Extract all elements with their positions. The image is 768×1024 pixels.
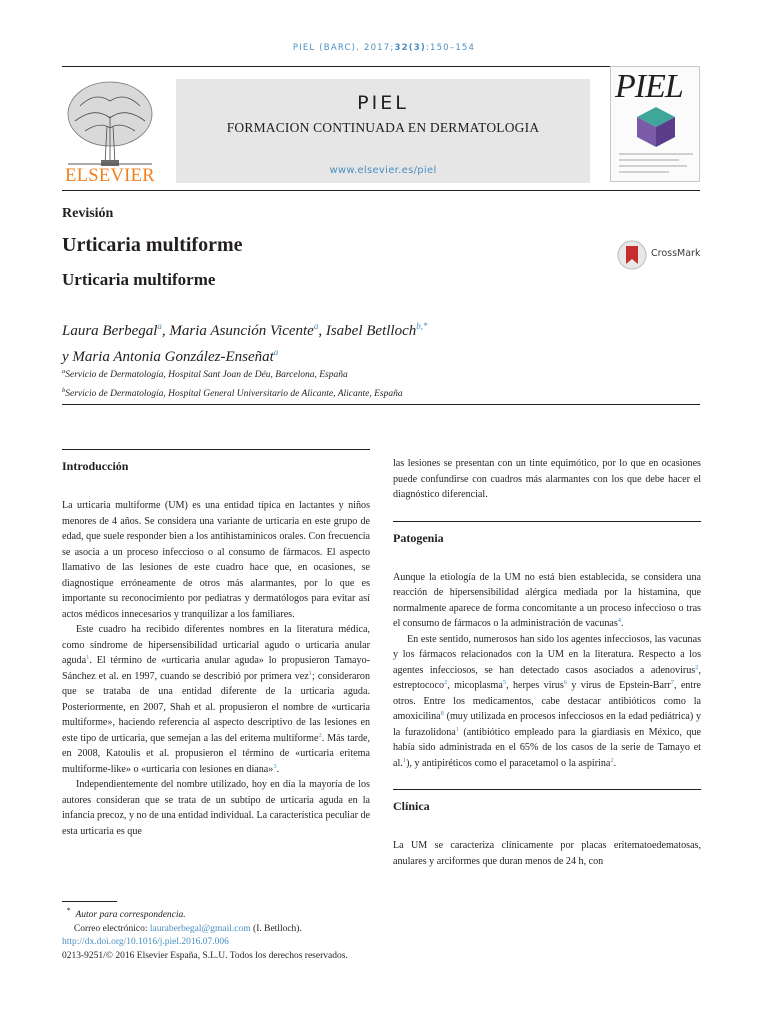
paragraph [393,570,701,632]
footnote-rule [62,901,117,902]
text-run: (antibiótico empleado para la giardiasis en México, que había sido administrada en el 65% de los casos de la serie de Tamayo et al. [393,726,701,769]
author-affil-ref[interactable]: a [273,347,279,357]
affiliation-text: Servicio de Dermatología, Hospital Sant Joan de Déu, Barcelona, España [65,370,348,381]
journal-title: PIEL [357,92,409,114]
elsevier-wordmark: ELSEVIER [65,166,155,186]
affiliation-item [62,364,403,383]
author-separator: , [318,323,326,339]
citation-ref[interactable]: 1 [402,756,407,764]
text-run: ; consideraron que se trataba de una entidad diferente de la urticaria aguda. Posteriormente, en 2007, Shah et al. propusieron el nombre de «urticaria multiforme», haciendo referencia al aspecto descriptivo de las lesiones en este tipo de urticaria, que semejan a las del eritema multiforme [62,670,370,744]
author-name: Maria Asunción Vicente [169,323,314,339]
author-list [62,316,702,368]
text-run: Aunque la etiología de la UM no está bien establecida, se considera una reacción de hipersensibilidad alérgica mediada por la histamina, que normalmente aparece de forma concomitante a un proceso infeccioso o tras el consumo de fármacos o la administración de vacunas [393,571,701,629]
affiliation-item [62,383,403,402]
text-run: , entre otros. Entre los medicamentos, cabe destacar antibióticos como la amoxicilina [393,680,701,722]
footnotes [62,904,348,963]
paragraph: La urticaria multiforme (UM) es una entidad típica en lactantes y niños menores de 4 años. Se considera una variante de urticaria en este grupo de edad, que suele responder bien a los antihistamínicos orales. Con frecuencia se asocia a un proceso infeccioso o al consumo de fármacos. El aspecto llamativo de las lesiones de este cuadro hace que, en ocasiones, se diagnostique erróneamente de otros más alarmantes, por lo que es importante su reconocimiento por pediatras y dermatólogos para evitar así actos médicos innecesarios y tranquilizar a los familiares. [62,500,370,620]
doi-link[interactable]: http://dx.doi.org/10.1016/j.piel.2016.07.006 [62,937,229,948]
journal-volume: 32(3) [394,43,426,53]
text-run: Este cuadro ha recibido diferentes nombres en la literatura médica, como síndrome de hipersensibilidad urticarial agudo o urticaria anular aguda [62,624,370,666]
text-run: . Más tarde, en 2008, Katoulis et al. propusieron el término de «urticaria eritema multiforme-like» o «urticaria con lesiones en diana» [62,732,370,775]
citation-ref[interactable]: 5 [502,679,507,686]
citation-ref[interactable]: 2 [318,731,322,739]
author-name: y Maria Antonia González-Enseñat [62,349,274,365]
correspondence-marker: * [66,906,71,915]
journal-banner [176,79,590,183]
author-affil-ref[interactable]: a [157,321,162,331]
citation-ref[interactable]: 6 [563,679,568,686]
citation-ref[interactable]: 3 [273,762,277,770]
journal-citation [0,43,768,53]
section-heading-clinica: Clínica [393,799,430,813]
article-subtitle: Urticaria multiforme [62,270,216,289]
text-run: (muy utilizada en procesos infecciosos en la edad pediátrica) y la furazolidona [393,711,701,738]
journal-subtitle: FORMACION CONTINUADA EN DERMATOLOGIA [226,120,540,135]
right-column [393,456,701,869]
affiliation-marker: a [62,368,66,375]
citation-ref[interactable]: 2 [444,679,448,686]
affiliation-text: Servicio de Dermatología, Hospital General Universitario de Alicante, Alicante, España [65,389,403,400]
section-heading-patogenia: Patogenia [393,530,444,545]
cover-title: PIEL [615,68,683,105]
email-label: Correo electrónico: [73,923,150,934]
correspondence-note [62,904,348,923]
text-run: En este sentido, numerosos han sido los agentes infecciosos, las vacunas y los fármacos relacionados con la UM en la literatura. Respecto a los agentes infecciosos, se han detectado casos asociados a adenovirus [393,633,701,676]
crossmark-label[interactable]: CrossMark [651,248,701,259]
text-run: . [613,757,617,769]
text-run: y virus de Epstein-Barr [567,680,671,691]
journal-url-link[interactable]: www.elsevier.es/piel [329,165,437,176]
paragraph [62,622,370,777]
citation-ref[interactable]: 7 [670,679,674,686]
text-run: , estreptococo [393,664,701,691]
author-name: Laura Berbegal [62,323,158,339]
article-section-type: Revisión [62,206,114,221]
affiliation-rule [62,404,700,405]
affiliation-list [62,364,403,402]
email-suffix: (I. Betlloch). [250,923,302,934]
citation-ref[interactable]: 1 [455,725,459,733]
left-column [62,449,370,839]
section-heading-introduccion: Introducción [62,459,129,473]
email-line [62,923,348,937]
paragraph: Independientemente del nombre utilizado, hoy en día la mayoría de los autores consideran que se trata de un subtipo de urticaria aguda en la infancia precoz, y no de una entidad individual. La característica peculiar de esta urticaria es que [62,779,370,837]
author-affil-ref[interactable]: b,* [416,321,428,331]
citation-ref[interactable]: 1 [86,654,90,661]
header-bottom-rule [62,190,700,191]
paragraph: La UM se caracteriza clínicamente por placas eritematoedematosas, anulares y arciformes que duran menos de 24 h, con [393,840,701,867]
journal-cover-thumbnail [610,66,700,182]
author-separator: , [161,323,170,339]
cover-cube-graphic-icon [611,103,700,182]
journal-pages: :150–154 [425,43,476,53]
author-affil-ref[interactable]: a [313,321,319,331]
text-run: , herpes virus [506,680,564,691]
text-run: . El término de «urticaria anular aguda» lo propusieron Tamayo-Sánchez et al. en 1997, cuando se describió por primera vez [62,655,370,682]
citation-ref[interactable]: 1 [308,669,313,677]
header-top-rule [62,66,700,67]
citation-ref[interactable]: 8 [440,710,444,717]
text-run: ), y antipiréticos como el paracetamol o la aspirina [406,757,611,769]
text-run: . [621,618,624,629]
author-name: Isabel Betlloch [325,323,417,339]
citation-ref[interactable]: 2 [695,663,699,671]
affiliation-marker: b [62,387,66,395]
text-run: , micoplasma [447,680,503,691]
paragraph [393,632,701,772]
citation-ref[interactable]: 2 [610,756,614,764]
copyright-line: 0213-9251/© 2016 Elsevier España, S.L.U. Todos los derechos reservados. [62,950,348,961]
article-title: Urticaria multiforme [62,234,243,256]
paragraph: las lesiones se presentan con un tinte equimótico, por lo que en ocasiones puede confundirse con cuadros más alarmantes con los que debe hacer el diagnóstico diferencial. [393,458,701,500]
email-link[interactable]: lauraberbegal@gmail.com [149,923,251,934]
journal-citation-prefix: PIEL (BARC). 2017; [292,43,395,53]
correspondence-label: Autor para correspondencia. [75,910,186,921]
citation-ref[interactable]: 4 [617,617,622,624]
text-run: . [276,763,280,775]
